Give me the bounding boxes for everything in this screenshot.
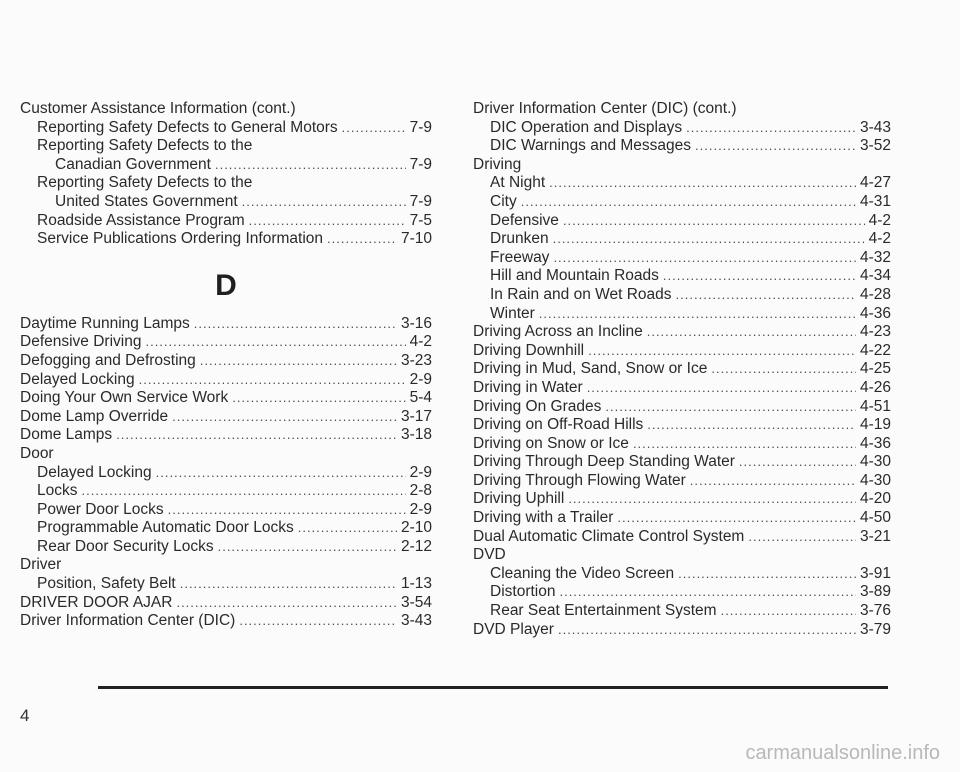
entry-page: 7-10: [400, 230, 432, 248]
entry-page: 4-28: [859, 285, 891, 303]
entry-page: 7-9: [409, 155, 432, 173]
index-entry: [473, 193, 891, 212]
index-entry: [20, 408, 432, 427]
index-entry: [20, 426, 432, 445]
dot-leader: [553, 249, 856, 268]
entry-page: 3-18: [400, 426, 432, 444]
dot-leader: [549, 174, 856, 193]
entry-page: 4-36: [859, 304, 891, 322]
index-entry: [473, 621, 891, 640]
entry-text: Driving in Water: [473, 378, 583, 396]
entry-text: Locks: [37, 482, 78, 500]
entry-text: Driving Through Flowing Water: [473, 471, 686, 489]
dot-leader: [215, 156, 406, 175]
index-entry: [20, 482, 432, 501]
index-heading: Reporting Safety Defects to the: [37, 174, 253, 192]
index-entry: [473, 174, 891, 193]
dot-leader: [633, 435, 856, 454]
entry-page: 4-2: [868, 211, 891, 229]
entry-page: 4-50: [859, 509, 891, 527]
entry-page: 4-25: [859, 360, 891, 378]
entry-text: Delayed Locking: [20, 370, 135, 388]
index-entry: [20, 352, 432, 371]
entry-page: 2-9: [409, 370, 432, 388]
entry-page: 7-9: [409, 192, 432, 210]
index-entry: [20, 519, 432, 538]
index-entry: [20, 371, 432, 390]
entry-page: 3-16: [400, 314, 432, 332]
entry-page: 4-2: [868, 230, 891, 248]
dot-leader: [568, 490, 856, 509]
index-heading: Driver: [20, 556, 62, 574]
entry-page: 3-21: [859, 527, 891, 545]
entry-page: 3-76: [859, 602, 891, 620]
entry-page: 2-10: [400, 519, 432, 537]
dot-leader: [521, 193, 856, 212]
index-entry: [473, 119, 891, 138]
entry-page: 4-30: [859, 471, 891, 489]
entry-page: 7-9: [409, 118, 432, 136]
dot-leader: [298, 519, 397, 538]
index-heading: Reporting Safety Defects to the: [37, 137, 253, 155]
index-entry: [473, 323, 891, 342]
index-entry: [20, 389, 432, 408]
entry-page: 5-4: [409, 389, 432, 407]
entry-page: 7-5: [409, 211, 432, 229]
page-number: 4: [20, 706, 30, 725]
dot-leader: [748, 528, 856, 547]
dot-leader: [605, 398, 856, 417]
dot-leader: [695, 137, 856, 156]
dot-leader: [176, 594, 397, 613]
entry-page: 4-36: [859, 434, 891, 452]
dot-leader: [739, 453, 856, 472]
entry-text: Freeway: [490, 248, 550, 266]
dot-leader: [647, 416, 856, 435]
dot-leader: [156, 464, 406, 483]
watermark: carmanualsonline.info: [745, 742, 940, 764]
entry-text: Programmable Automatic Door Locks: [37, 519, 294, 537]
dot-leader: [139, 371, 406, 390]
entry-page: 4-27: [859, 174, 891, 192]
index-entry: [473, 398, 891, 417]
dot-leader: [553, 230, 865, 249]
index-list-top: [20, 119, 432, 249]
entry-text: Dual Automatic Climate Control System: [473, 527, 745, 545]
index-entry: [20, 193, 432, 212]
entry-text: Distortion: [490, 583, 556, 601]
index-column-right: [473, 100, 891, 639]
entry-text: Roadside Assistance Program: [37, 211, 245, 229]
entry-page: 4-23: [859, 323, 891, 341]
entry-text: Dome Lamps: [20, 426, 113, 444]
index-entry: [20, 612, 432, 631]
dot-leader: [242, 193, 406, 212]
entry-text: Defensive Driving: [20, 333, 142, 351]
entry-text: Driving with a Trailer: [473, 509, 614, 527]
entry-text: Driving On Grades: [473, 397, 602, 415]
dot-leader: [82, 482, 406, 501]
entry-text: DIC Operation and Displays: [490, 118, 683, 136]
entry-text: Reporting Safety Defects to General Motors: [37, 118, 338, 136]
entry-page: 3-79: [859, 620, 891, 638]
dot-leader: [342, 119, 406, 138]
index-entry: [473, 379, 891, 398]
dot-leader: [558, 621, 856, 640]
index-entry: [473, 453, 891, 472]
continued-heading: Customer Assistance Information (cont.): [20, 100, 296, 117]
index-entry: [473, 342, 891, 361]
dot-leader: [539, 305, 856, 324]
index-entry: [20, 315, 432, 334]
entry-page: 4-34: [859, 267, 891, 285]
index-entry: [473, 472, 891, 491]
dot-leader: [563, 212, 865, 231]
dot-leader: [686, 119, 856, 138]
dot-leader: [587, 379, 856, 398]
index-entry: [20, 212, 432, 231]
entry-text: DVD Player: [473, 620, 554, 638]
index-entry: [473, 509, 891, 528]
entry-text: Winter: [490, 304, 535, 322]
index-entry: [473, 305, 891, 324]
entry-text: DIC Warnings and Messages: [490, 137, 692, 155]
index-entry: [20, 501, 432, 520]
index-entry: [20, 575, 432, 594]
index-heading: DVD: [473, 546, 506, 564]
dot-leader: [116, 426, 397, 445]
entry-text: Driving Uphill: [473, 490, 565, 508]
entry-page: 2-9: [409, 500, 432, 518]
entry-page: 3-52: [859, 137, 891, 155]
dot-leader: [249, 212, 406, 231]
entry-text: Power Door Locks: [37, 500, 164, 518]
dot-leader: [711, 360, 856, 379]
entry-text: Hill and Mountain Roads: [490, 267, 659, 285]
dot-leader: [218, 538, 397, 557]
entry-text: Driving Downhill: [473, 341, 585, 359]
dot-leader: [678, 565, 856, 584]
index-entry: [473, 416, 891, 435]
entry-text: Daytime Running Lamps: [20, 314, 190, 332]
entry-page: 4-26: [859, 378, 891, 396]
entry-text: Dome Lamp Override: [20, 407, 169, 425]
entry-page: 3-17: [400, 407, 432, 425]
index-entry: [473, 137, 891, 156]
index-list-right: [473, 100, 891, 639]
index-entry: [20, 230, 432, 249]
index-entry: [20, 538, 432, 557]
entry-page: 3-91: [859, 564, 891, 582]
index-entry: [473, 230, 891, 249]
entry-text: DRIVER DOOR AJAR: [20, 593, 173, 611]
index-entry: [20, 156, 432, 175]
dot-leader: [180, 575, 397, 594]
index-entry: [20, 333, 432, 352]
index-column-left: [20, 100, 432, 631]
entry-text: Rear Seat Entertainment System: [490, 602, 717, 620]
entry-page: 4-20: [859, 490, 891, 508]
entry-text: Canadian Government: [55, 155, 211, 173]
index-entry: [473, 267, 891, 286]
dot-leader: [690, 472, 856, 491]
entry-text: Defogging and Defrosting: [20, 351, 196, 369]
entry-text: Service Publications Ordering Information: [37, 230, 324, 248]
entry-text: United States Government: [55, 192, 238, 210]
dot-leader: [559, 583, 856, 602]
dot-leader: [617, 509, 856, 528]
dot-leader: [588, 342, 856, 361]
dot-leader: [194, 315, 397, 334]
dot-leader: [663, 267, 856, 286]
index-entry: [473, 583, 891, 602]
index-list-bottom: [20, 315, 432, 631]
dot-leader: [200, 352, 397, 371]
dot-leader: [232, 389, 405, 408]
index-entry: [473, 286, 891, 305]
entry-text: Driving Through Deep Standing Water: [473, 453, 735, 471]
index-entry: [473, 528, 891, 547]
entry-text: Doing Your Own Service Work: [20, 389, 229, 407]
entry-page: 4-19: [859, 416, 891, 434]
entry-text: Driving on Snow or Ice: [473, 434, 629, 452]
dot-leader: [721, 602, 856, 621]
dot-leader: [145, 333, 405, 352]
index-heading: Driver Information Center (DIC) (cont.): [473, 100, 737, 117]
entry-page: 2-12: [400, 537, 432, 555]
index-entry: [473, 435, 891, 454]
index-entry: [20, 464, 432, 483]
index-heading: Driving: [473, 155, 522, 173]
index-entry: [473, 565, 891, 584]
entry-text: Driving on Off-Road Hills: [473, 416, 644, 434]
dot-leader: [647, 323, 856, 342]
entry-text: Driving in Mud, Sand, Snow or Ice: [473, 360, 708, 378]
index-entry: [473, 490, 891, 509]
entry-page: 4-22: [859, 341, 891, 359]
index-entry: [20, 119, 432, 138]
section-letter: D: [215, 268, 237, 302]
entry-text: Cleaning the Video Screen: [490, 564, 675, 582]
dot-leader: [168, 501, 406, 520]
entry-page: 4-2: [409, 333, 432, 351]
entry-page: 4-32: [859, 248, 891, 266]
dot-leader: [172, 408, 397, 427]
entry-text: Position, Safety Belt: [37, 575, 176, 593]
entry-page: 3-89: [859, 583, 891, 601]
dot-leader: [239, 612, 397, 631]
entry-page: 4-31: [859, 192, 891, 210]
entry-page: 3-54: [400, 593, 432, 611]
index-heading: Door: [20, 444, 54, 462]
entry-page: 3-23: [400, 351, 432, 369]
entry-page: 4-30: [859, 453, 891, 471]
index-entry: [473, 602, 891, 621]
entry-page: 3-43: [859, 118, 891, 136]
index-entry: [473, 212, 891, 231]
entry-text: In Rain and on Wet Roads: [490, 285, 672, 303]
entry-text: Driver Information Center (DIC): [20, 612, 236, 630]
entry-text: Drunken: [490, 230, 549, 248]
index-entry: [20, 594, 432, 613]
entry-page: 3-43: [400, 612, 432, 630]
entry-text: At Night: [490, 174, 546, 192]
index-entry: [473, 360, 891, 379]
entry-text: Driving Across an Incline: [473, 323, 643, 341]
entry-page: 1-13: [400, 575, 432, 593]
index-entry: [473, 249, 891, 268]
dot-leader: [327, 230, 397, 249]
footer-rule: [98, 686, 888, 689]
entry-text: City: [490, 192, 517, 210]
entry-text: Defensive: [490, 211, 559, 229]
dot-leader: [676, 286, 856, 305]
entry-text: Delayed Locking: [37, 463, 152, 481]
entry-page: 4-51: [859, 397, 891, 415]
entry-page: 2-8: [409, 482, 432, 500]
entry-page: 2-9: [409, 463, 432, 481]
entry-text: Rear Door Security Locks: [37, 537, 214, 555]
